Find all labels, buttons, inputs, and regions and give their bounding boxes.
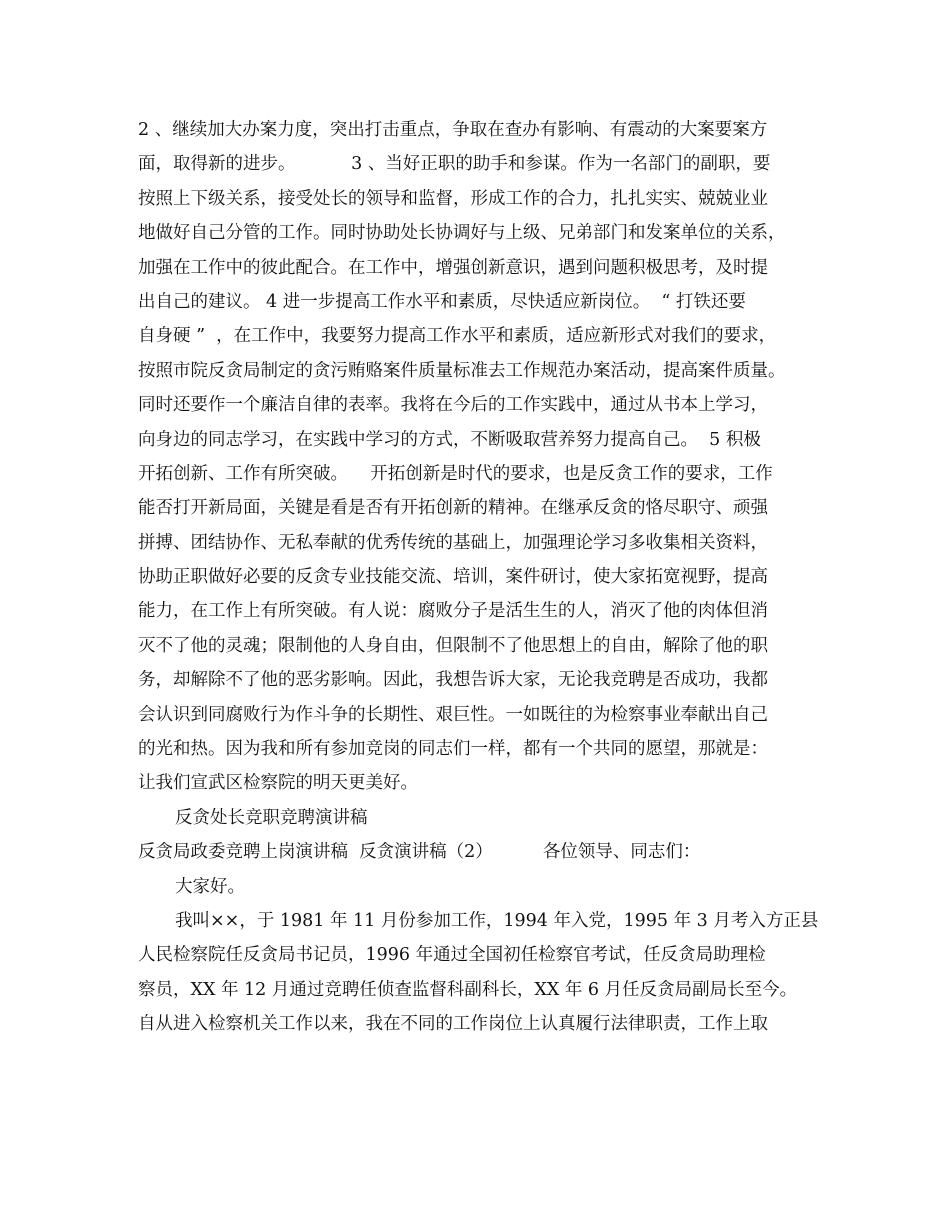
text-line: 灭不了他的灵魂；限制他的人身自由，但限制不了他思想上的自由，解除了他的职 [138, 635, 768, 656]
text-line: 出自己的建议。 4 进一步提高工作水平和素质，尽快适应新岗位。 “ 打铁还要 [138, 291, 746, 312]
text-line: 务，却解除不了他的恶劣影响。因此，我想告诉大家，无论我竞聘是否成功，我都 [138, 670, 768, 691]
text-line: 协助正职做好必要的反贪专业技能交流、培训，案件研讨，使大家拓宽视野，提高 [138, 567, 768, 588]
text-line: 的光和热。因为我和所有参加竞岗的同志们一样，都有一个共同的愿望，那就是： [138, 739, 768, 760]
speech-subtitle: 反贪局政委竞聘上岗演讲稿 反贪演讲稿（2） 各位领导、同志们： [138, 842, 701, 863]
speech-title: 反贪处长竞职竞聘演讲稿 [175, 807, 368, 828]
document-body [138, 113, 828, 1042]
greeting: 大家好。 [175, 876, 245, 897]
text-line: 向身边的同志学习，在实践中学习的方式，不断吸取营养努力提高自己。 5 积极 [138, 429, 761, 450]
text-line: 能否打开新局面，关键是看是否有开拓创新的精神。在继承反贪的恪尽职守、顽强 [138, 498, 768, 519]
text-line: 自身硬 ” ，在工作中，我要努力提高工作水平和素质，适应新形式对我们的要求， [138, 326, 777, 347]
text-line: 面，取得新的进步。 3 、当好正职的助手和参谋。作为一名部门的副职，要 [138, 154, 771, 175]
text-line: 自从进入检察机关工作以来，我在不同的工作岗位上认真履行法律职责，工作上取 [138, 1014, 768, 1035]
text-line: 能力，在工作上有所突破。有人说：腐败分子是活生生的人，消灭了他的肉体但消 [138, 601, 768, 622]
text-line: 让我们宣武区检察院的明天更美好。 [138, 773, 418, 794]
text-line: 开拓创新、工作有所突破。 开拓创新是时代的要求，也是反贪工作的要求，工作 [138, 463, 773, 484]
text-line: 同时还要作一个廉洁自律的表率。我将在今后的工作实践中，通过从书本上学习， [138, 395, 768, 416]
text-line: 按照市院反贪局制定的贪污贿赂案件质量标准去工作规范办案活动，提高案件质量。 [138, 360, 786, 381]
text-line: 2 、继续加大办案力度，突出打击重点，争取在查办有影响、有震动的大案要案方 [138, 120, 768, 140]
text-line: 我叫××，于 1981 年 11 月份参加工作，1994 年入党，1995 年 3 月考入方正县 [175, 910, 819, 931]
text-line: 加强在工作中的彼此配合。在工作中，增强创新意识，遇到问题积极思考，及时提 [138, 257, 768, 278]
text-line: 拼搏、团结协作、无私奉献的优秀传统的基础上，加强理论学习多收集相关资料， [138, 532, 768, 553]
text-line: 察员，XX 年 12 月通过竞聘任侦查监督科副科长，XX 年 6 月任反贪局副局长至今。 [138, 979, 798, 1000]
text-line: 按照上下级关系，接受处长的领导和监督，形成工作的合力，扎扎实实、兢兢业业 [138, 188, 768, 209]
text-line: 会认识到同腐败行为作斗争的长期性、艰巨性。一如既往的为检察事业奉献出自己 [138, 704, 768, 725]
text-line: 人民检察院任反贪局书记员，1996 年通过全国初任检察官考试，任反贪局助理检 [138, 945, 766, 966]
text-line: 地做好自己分管的工作。同时协助处长协调好与上级、兄弟部门和发案单位的关系， [138, 223, 786, 244]
